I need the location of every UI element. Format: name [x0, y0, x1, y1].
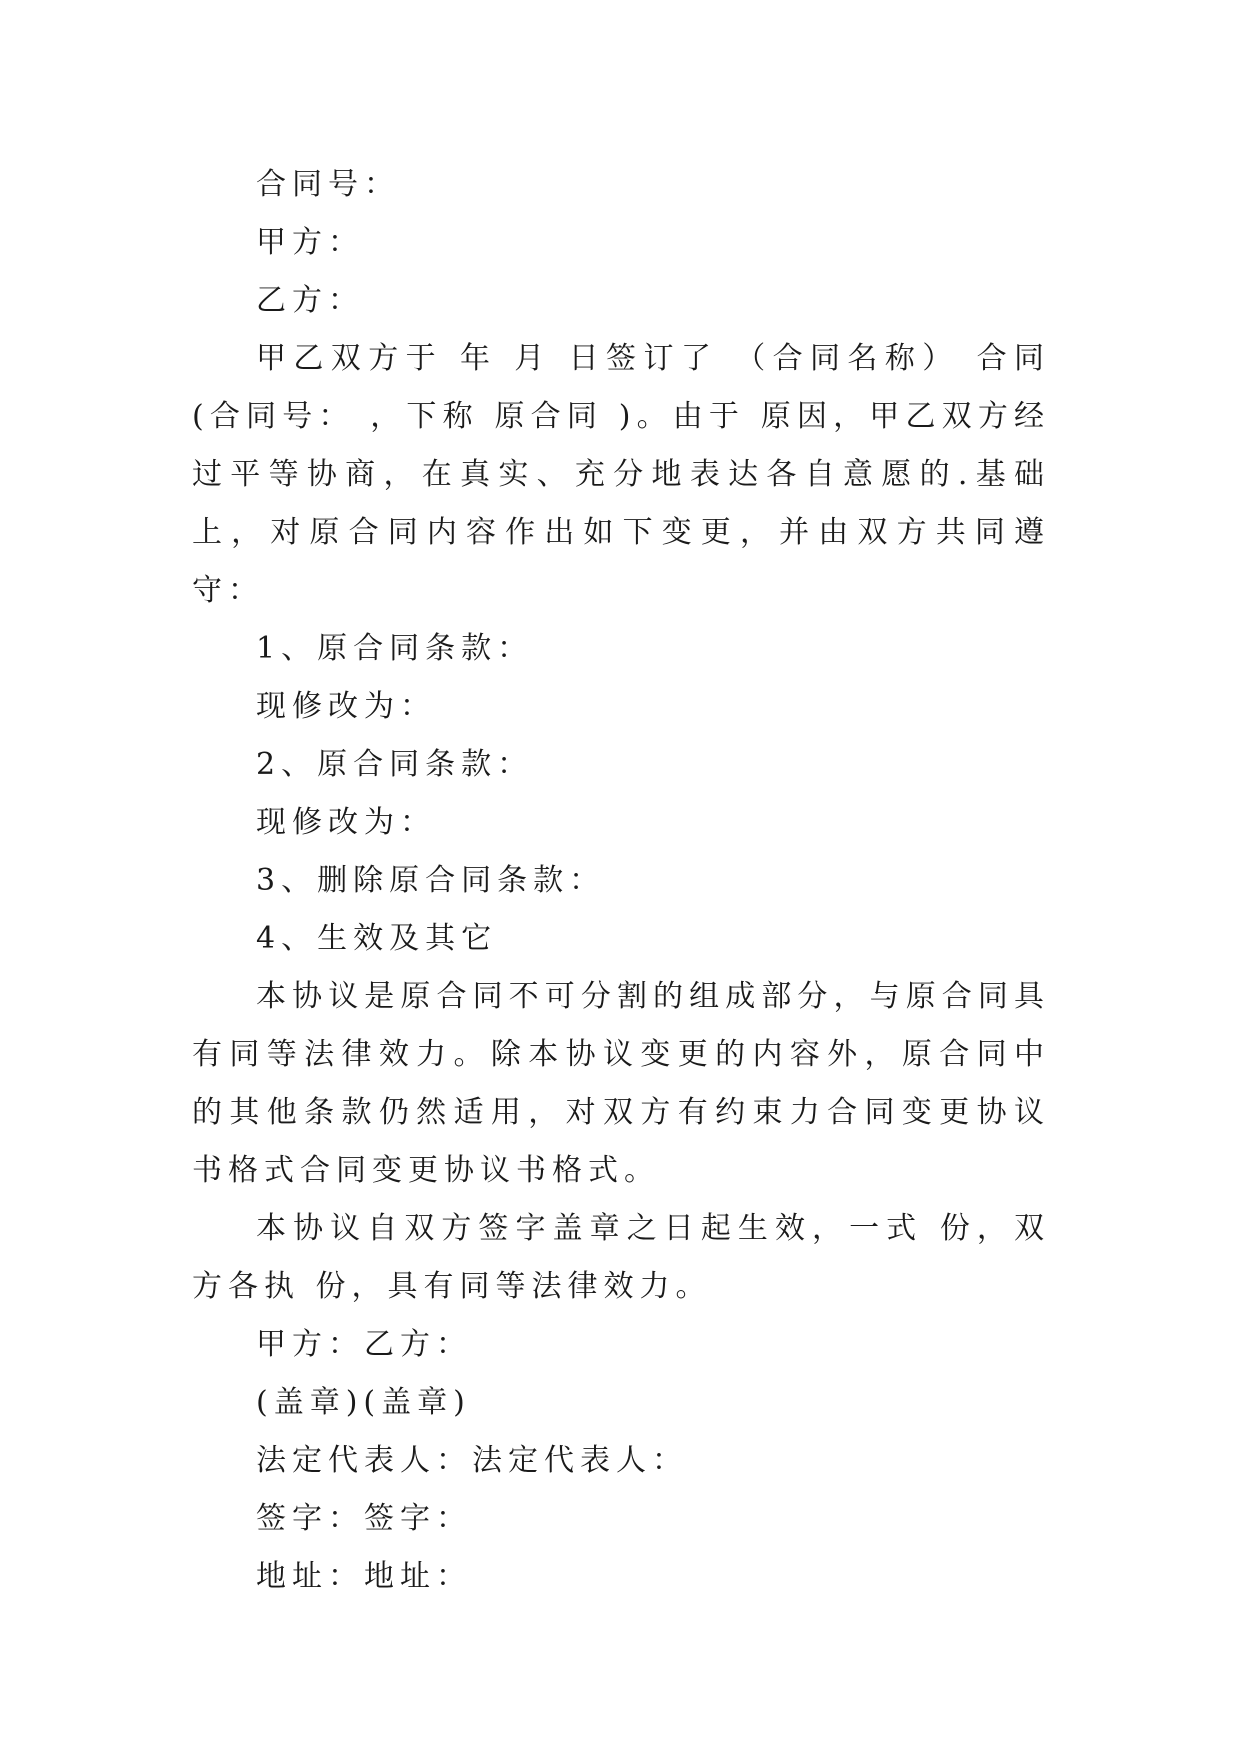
party-b-label: 乙方： — [256, 283, 364, 318]
clause-4: 4、生效及其它 — [256, 921, 498, 956]
contract-number-label: 合同号： — [256, 167, 400, 202]
clause-2: 2、原合同条款： — [256, 747, 534, 782]
signing-paragraph: 本协议自双方签字盖章之日起生效，一式 份，双方各执 份，具有同等法律效力。 — [192, 1211, 1050, 1304]
clause-1: 1、原合同条款： — [256, 631, 534, 666]
signature-parties: 甲方：乙方： — [256, 1327, 472, 1362]
signature-address: 地址：地址： — [256, 1559, 472, 1594]
clause-3: 3、删除原合同条款： — [256, 863, 606, 898]
clause-2-change: 现修改为： — [256, 805, 436, 840]
intro-paragraph: 甲乙双方于 年 月 日签订了 （合同名称） 合同(合同号： ，下称 原合同 )。由于 原因，甲乙双方经过平等协商，在真实、充分地表达各自意愿的.基础上，对原合同内容作出如下变更，并由双方共同遵守： — [192, 341, 1050, 608]
party-a-label: 甲方： — [256, 225, 364, 260]
contract-amendment-document — [192, 156, 1050, 1606]
signature-sign: 签字：签字： — [256, 1501, 472, 1536]
signature-seal: (盖章)(盖章) — [256, 1385, 471, 1420]
signature-legal-representative: 法定代表人：法定代表人： — [256, 1443, 688, 1478]
effect-paragraph: 本协议是原合同不可分割的组成部分，与原合同具有同等法律效力。除本协议变更的内容外，原合同中的其他条款仍然适用，对双方有约束力合同变更协议书格式合同变更协议书格式。 — [192, 979, 1050, 1188]
clause-1-change: 现修改为： — [256, 689, 436, 724]
